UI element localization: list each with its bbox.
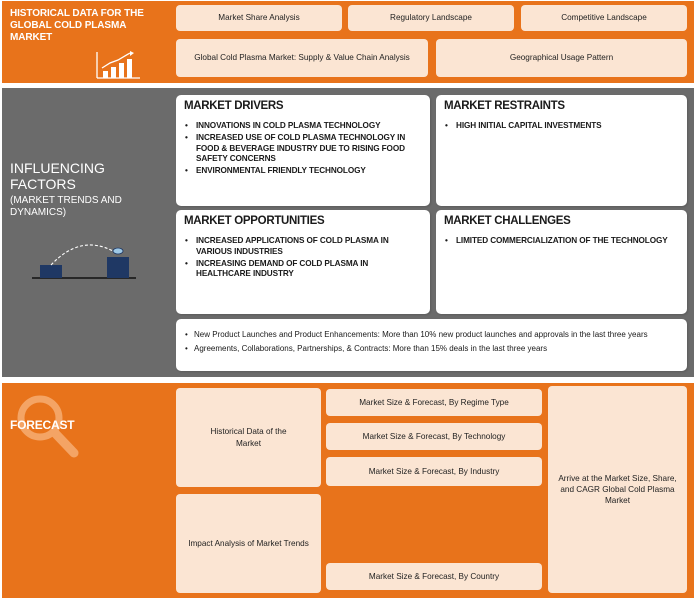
market-challenges-card (436, 210, 687, 314)
market-notes-card (176, 319, 687, 371)
competitive-landscape-box: Competitive Landscape (521, 5, 687, 31)
historical-data-title: HISTORICAL DATA FOR THE GLOBAL COLD PLASMA MARKET (10, 8, 144, 43)
market-drivers-card (176, 95, 430, 206)
arrive-at-market-size-box: Arrive at the Market Size, Share, and CAGR Global Cold Plasma Market (548, 386, 687, 593)
list-item: • Agreements, Collaborations, Partnerships, & Contracts: More than 15% deals in the last three years (184, 343, 679, 354)
market-restraints-card (436, 95, 687, 206)
bridge-jump-icon (30, 238, 140, 283)
market-challenges-title: MARKET CHALLENGES (444, 215, 571, 227)
influencing-factors-title: INFLUENCING FACTORS (10, 160, 105, 193)
impact-analysis-box: Impact Analysis of Market Trends (176, 494, 321, 593)
geographical-usage-box: Geographical Usage Pattern (436, 39, 687, 77)
market-opportunities-card (176, 210, 430, 314)
list-item: • INCREASING DEMAND OF COLD PLASMA IN HEALTHCARE INDUSTRY (184, 259, 422, 281)
market-opportunities-title: MARKET OPPORTUNITIES (184, 215, 325, 227)
market-restraints-title: MARKET RESTRAINTS (444, 100, 565, 112)
list-item: • INCREASED APPLICATIONS OF COLD PLASMA IN VARIOUS INDUSTRIES (184, 236, 422, 258)
market-opportunities-list (184, 236, 422, 281)
list-item: • LIMITED COMMERCIALIZATION OF THE TECHNOLOGY (444, 236, 679, 247)
forecast-by-industry-box: Market Size & Forecast, By Industry (326, 457, 542, 486)
market-drivers-title: MARKET DRIVERS (184, 100, 284, 112)
list-item: • INCREASED USE OF COLD PLASMA TECHNOLOGY IN FOOD & BEVERAGE INDUSTRY DUE TO RISING FOOD SAFETY CONCERNS (184, 133, 422, 165)
regulatory-landscape-box: Regulatory Landscape (348, 5, 514, 31)
forecast-title: FORECAST (10, 418, 75, 432)
market-challenges-list (444, 236, 679, 248)
market-drivers-list (184, 121, 422, 178)
bar-chart-growth-icon (94, 50, 142, 80)
supply-value-chain-box: Global Cold Plasma Market: Supply & Value Chain Analysis (176, 39, 428, 77)
historical-data-of-market-box: Historical Data of the Market (176, 388, 321, 487)
market-share-analysis-box: Market Share Analysis (176, 5, 342, 31)
forecast-by-technology-box: Market Size & Forecast, By Technology (326, 423, 542, 450)
list-item: • ENVIRONMENTAL FRIENDLY TECHNOLOGY (184, 166, 422, 177)
forecast-by-regime-type-box: Market Size & Forecast, By Regime Type (326, 389, 542, 416)
list-item: • New Product Launches and Product Enhancements: More than 10% new product launches and approvals in the last three years (184, 329, 679, 340)
market-notes-list (184, 329, 679, 357)
forecast-by-country-box: Market Size & Forecast, By Country (326, 563, 542, 590)
list-item: • INNOVATIONS IN COLD PLASMA TECHNOLOGY (184, 121, 422, 132)
influencing-factors-subtitle: (MARKET TRENDS AND DYNAMICS) (10, 195, 122, 218)
market-restraints-list (444, 121, 679, 133)
list-item: • HIGH INITIAL CAPITAL INVESTMENTS (444, 121, 679, 132)
